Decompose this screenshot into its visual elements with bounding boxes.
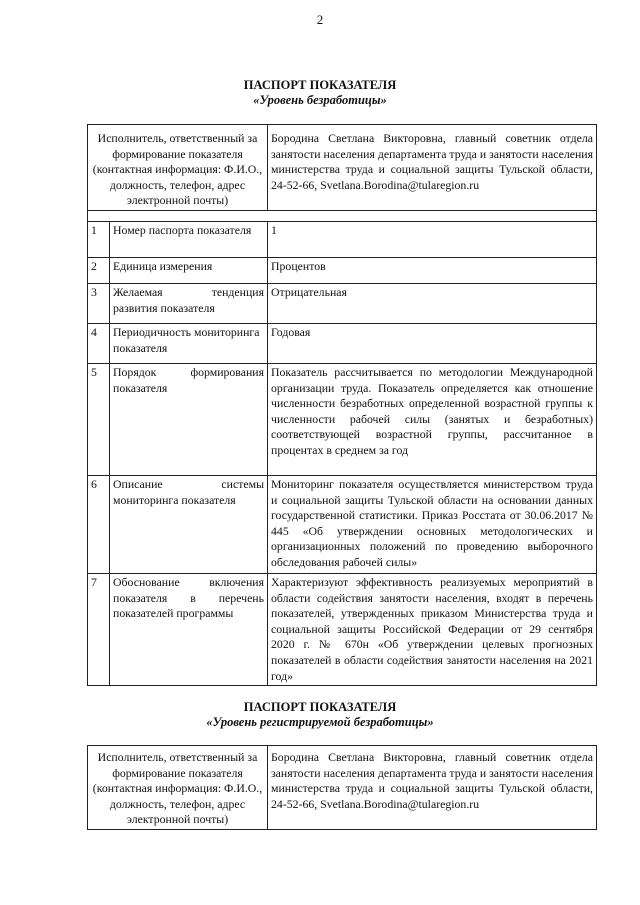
row-name: Периодичность мониторинга показателя bbox=[110, 323, 268, 363]
row-value: Процентов bbox=[268, 257, 597, 283]
row-number: 6 bbox=[88, 475, 110, 573]
row-name: Описание системы мониторинга показателя bbox=[110, 475, 268, 573]
table-row bbox=[88, 363, 597, 475]
passport1-table bbox=[87, 124, 597, 686]
executor-label: Исполнитель, ответственный за формирование показателя (контактная информация: Ф.И.О., должность, телефон, адрес электронной почты) bbox=[88, 125, 268, 211]
table-row bbox=[88, 221, 597, 257]
row-name: Единица измерения bbox=[110, 257, 268, 283]
passport1-subtitle: «Уровень безработицы» bbox=[253, 93, 387, 107]
executor-value: Бородина Светлана Викторовна, главный советник отдела занятости населения департамента труда и занятости населения министерства труда и социальной защиты Тульской области, 24-52-66, Svetlana.Borodina@tularegion.ru bbox=[268, 125, 597, 211]
executor-value: Бородина Светлана Викторовна, главный советник отдела занятости населения департамента труда и занятости населения министерства труда и социальной защиты Тульской области, 24-52-66, Svetlana.Borodina@tularegion.ru bbox=[268, 746, 597, 830]
row-value: Характеризуют эффективность реализуемых мероприятий в области содействия занятости населения, входят в перечень показателей, утвержденных приказом Министерства труда и социальной защиты Российской Федерации от 29 сентября 2020 г. № 670н «Об утверждении целевых прогнозных показателей в области содействия занятости населения на 2021 год» bbox=[268, 573, 597, 685]
passport1-title: ПАСПОРТ ПОКАЗАТЕЛЯ bbox=[243, 78, 397, 92]
table-row bbox=[88, 475, 597, 573]
page-number: 2 bbox=[316, 12, 324, 27]
executor-row bbox=[88, 746, 597, 830]
table-row bbox=[88, 257, 597, 283]
row-value: 1 bbox=[268, 221, 597, 257]
table-row bbox=[88, 283, 597, 323]
table-row bbox=[88, 573, 597, 685]
row-name: Желаемая тенденция развития показателя bbox=[110, 283, 268, 323]
passport2-title: ПАСПОРТ ПОКАЗАТЕЛЯ bbox=[243, 700, 397, 714]
row-number: 1 bbox=[88, 221, 110, 257]
row-number: 4 bbox=[88, 323, 110, 363]
row-number: 5 bbox=[88, 363, 110, 475]
passport2-subtitle: «Уровень регистрируемой безработицы» bbox=[206, 715, 434, 729]
executor-label: Исполнитель, ответственный за формирование показателя (контактная информация: Ф.И.О., должность, телефон, адрес электронной почты) bbox=[88, 746, 268, 830]
passport1-heading bbox=[0, 78, 640, 108]
row-value: Годовая bbox=[268, 323, 597, 363]
row-value: Показатель рассчитывается по методологии Международной организации труда. Показатель определяется как отношение численности безработных определенной возрастной группы к численности рабочей силы (занятых и безработных) соответствующей возрастной группы, рассчитанное в процентах в среднем за год bbox=[268, 363, 597, 475]
passport2-heading bbox=[0, 700, 640, 730]
executor-row bbox=[88, 125, 597, 211]
row-number: 7 bbox=[88, 573, 110, 685]
row-value: Мониторинг показателя осуществляется министерством труда и социальной защиты Тульской области на основании данных государственной статистики. Приказ Росстата от 30.06.2017 № 445 «Об утверждении основных методологических и организационных положений по проведению выборочного обследования рабочей силы» bbox=[268, 475, 597, 573]
row-name: Номер паспорта показателя bbox=[110, 221, 268, 257]
passport2-table bbox=[87, 745, 597, 830]
row-number: 3 bbox=[88, 283, 110, 323]
row-name: Порядок формирования показателя bbox=[110, 363, 268, 475]
row-name: Обоснование включения показателя в перечень показателей программы bbox=[110, 573, 268, 685]
table-row bbox=[88, 323, 597, 363]
row-number: 2 bbox=[88, 257, 110, 283]
row-value: Отрицательная bbox=[268, 283, 597, 323]
